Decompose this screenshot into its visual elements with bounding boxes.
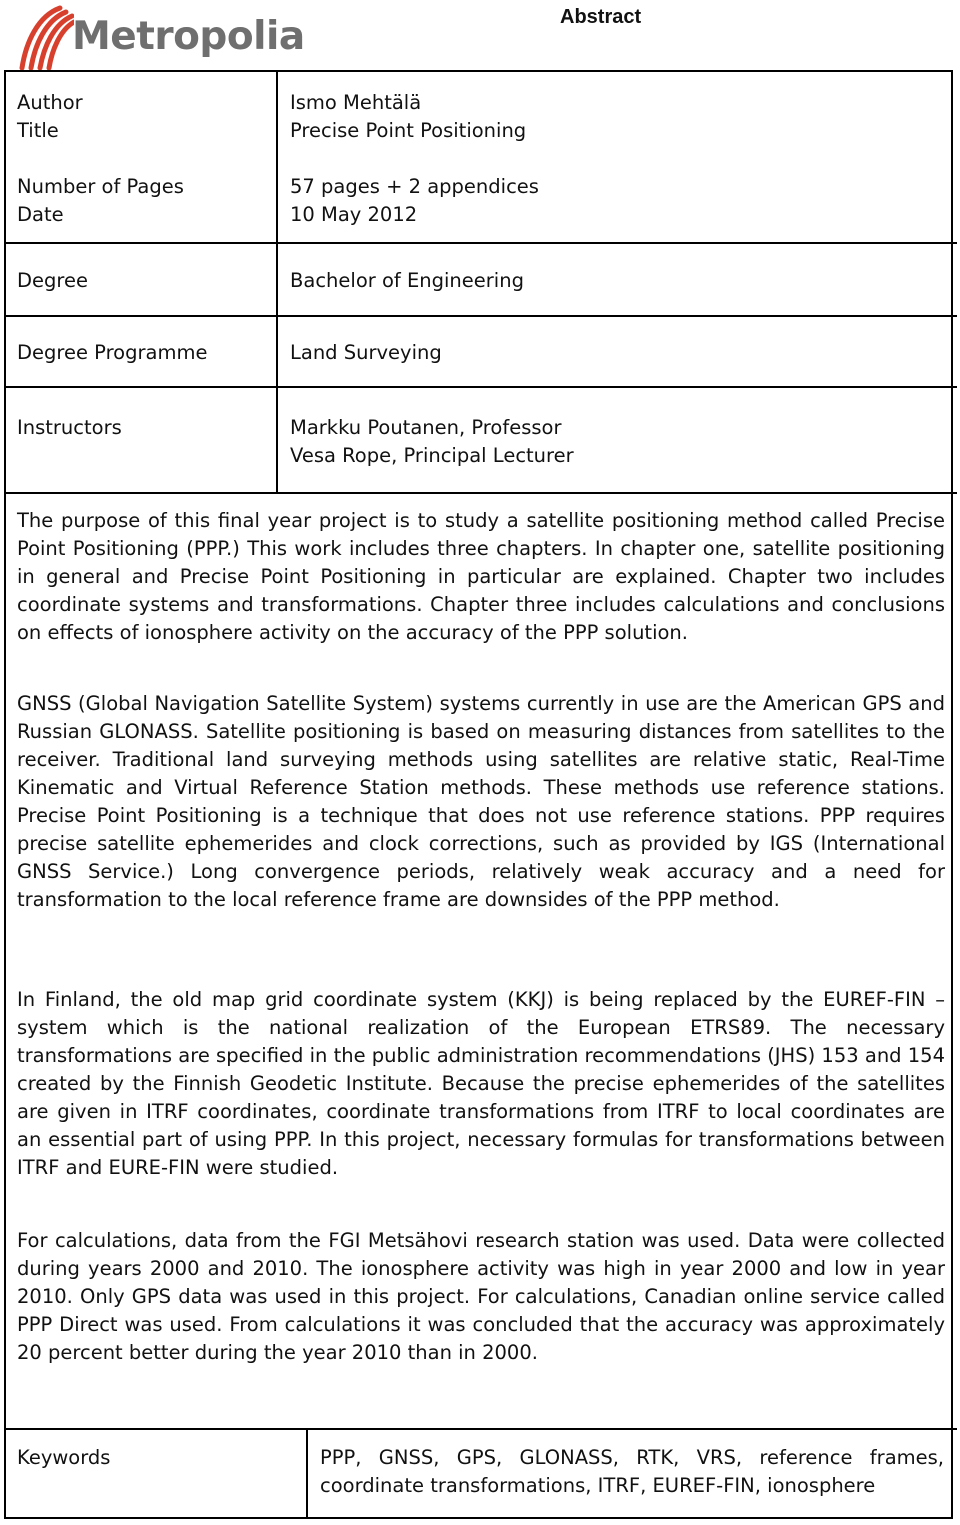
pages-value: 57 pages + 2 appendices [290, 175, 539, 198]
programme-label: Degree Programme [17, 341, 208, 364]
metropolia-logo [14, 2, 314, 72]
programme-value: Land Surveying [290, 341, 442, 364]
keywords-column-divider [306, 1429, 308, 1519]
author-value: Ismo Mehtälä [290, 91, 422, 114]
keywords-value: PPP, GNSS, GPS, GLONASS, RTK, VRS, reference frames, coordinate transformations, ITRF, EUREF-FIN, ionosphere [320, 1446, 944, 1497]
instructor-1: Markku Poutanen, Professor [290, 416, 562, 439]
pages-label: Number of Pages [17, 175, 184, 198]
rule-after-instructors [4, 492, 957, 494]
logo-wordmark: Metropolia [72, 14, 305, 59]
date-label: Date [17, 203, 64, 226]
author-label: Author [17, 91, 83, 114]
instructor-2: Vesa Rope, Principal Lecturer [290, 444, 574, 467]
abstract-paragraph-3: In Finland, the old map grid coordinate system (KKJ) is being replaced by the EUREF-FIN –system which is the national realization of the European ETRS89. The necessary transformations are specified in the public administration recommendations (JHS) 153 and 154 created by the Finnish Geodetic Institute. Because the precise ephemerides of the satellites are given in ITRF coordinates, coordinate transformations from ITRF to local coordinates are an essential part of using PPP. In this project, necessary formulas for transformations between ITRF and EURE-FIN were studied. [17, 988, 945, 1179]
rule-before-keywords [4, 1428, 957, 1430]
abstract-label: Abstract [560, 6, 642, 28]
instructors-label: Instructors [17, 416, 122, 439]
degree-label: Degree [17, 269, 88, 292]
title-label: Title [17, 119, 59, 142]
rule-after-date [4, 242, 957, 244]
abstract-paragraph-1: The purpose of this final year project is to study a satellite positioning method called Precise Point Positioning (PPP.) This work includes three chapters. In chapter one, satellite positioning in general and Precise Point Positioning in particular are explained. Chapter two includes coordinate systems and transformations. Chapter three includes calculations and conclusions on effects of ionosphere activity on the accuracy of the PPP solution. [17, 509, 945, 644]
title-value: Precise Point Positioning [290, 119, 527, 142]
degree-value: Bachelor of Engineering [290, 269, 524, 292]
info-column-divider [276, 72, 278, 493]
date-value: 10 May 2012 [290, 203, 418, 226]
abstract-paragraph-4: For calculations, data from the FGI Metsähovi research station was used. Data were collected during years 2000 and 2010. The ionosphere activity was high in year 2000 and low in year 2010. Only GPS data was used in this project. For calculations, Canadian online service called PPP Direct was used. From calculations it was concluded that the accuracy was approximately 20 percent better during the year 2010 than in 2000. [17, 1229, 945, 1364]
logo-brush-icon [14, 2, 74, 72]
keywords-label: Keywords [17, 1446, 111, 1469]
rule-after-degree [4, 315, 957, 317]
abstract-paragraph-2: GNSS (Global Navigation Satellite System) systems currently in use are the American GPS and Russian GLONASS. Satellite positioning is based on measuring distances from satellites to the receiver. Traditional land surveying methods using satellites are relative static, Real-Time Kinematic and Virtual Reference Station methods. These methods use reference stations. Precise Point Positioning is a technique that does not use reference stations. PPP requires precise satellite ephemerides and clock corrections, such as provided by IGS (International GNSS Service.) Long convergence periods, relatively weak accuracy and a need for transformation to the local reference frame are downsides of the PPP method. [17, 692, 945, 911]
rule-after-programme [4, 386, 957, 388]
